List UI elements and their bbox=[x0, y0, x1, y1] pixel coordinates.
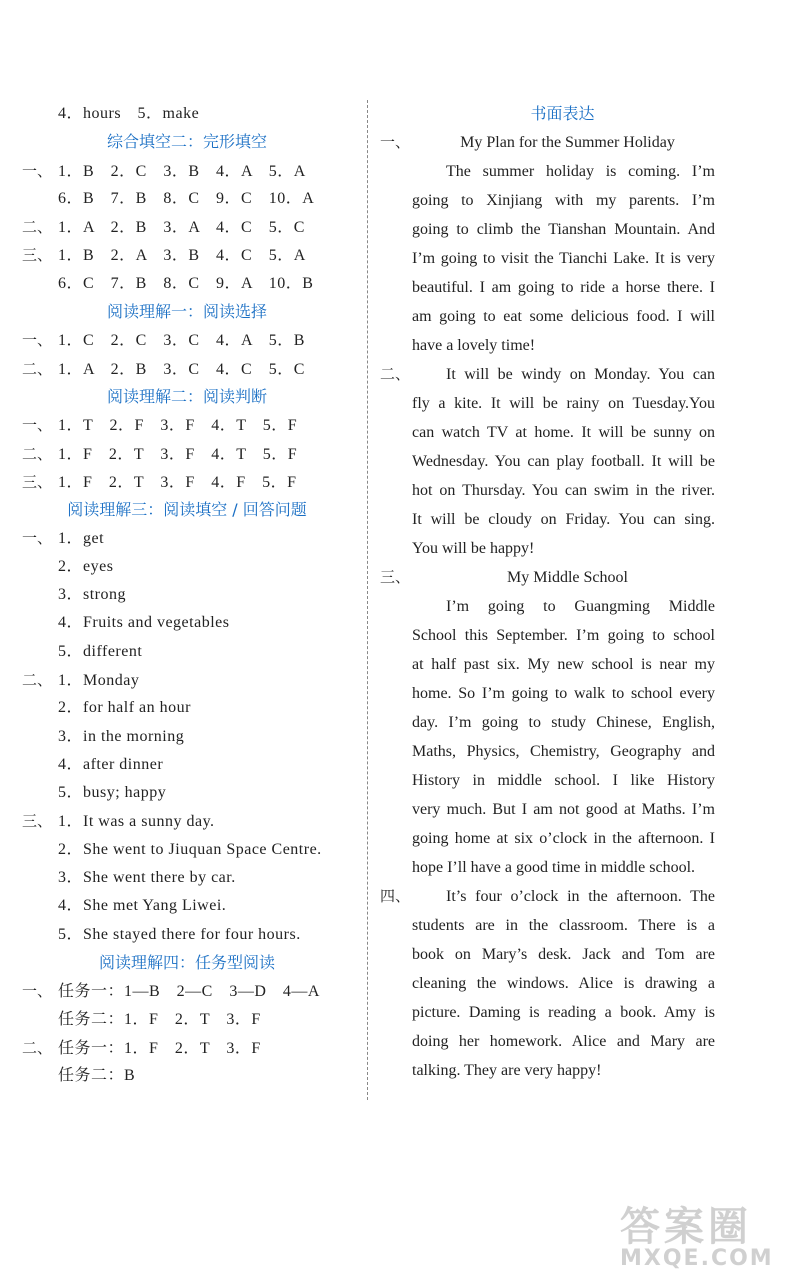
item-number: 二、 bbox=[22, 444, 53, 463]
answer-line bbox=[22, 355, 352, 383]
essay-line: picture. Daming is reading a book. Amy is bbox=[412, 1004, 715, 1022]
answer-text: 1．A 2．B 3．A 4．C 5．C bbox=[58, 219, 305, 237]
essay-line: History in middle school. I like History bbox=[412, 772, 715, 790]
essay-3 bbox=[380, 563, 715, 882]
answer-text: 任务一：1—B 2—C 3—D 4—A bbox=[58, 983, 320, 1001]
answer-text: 2．She went to Jiuquan Space Centre. bbox=[58, 840, 322, 858]
section-answers bbox=[22, 977, 352, 1090]
answer-text: 任务二：B bbox=[58, 1067, 136, 1085]
essay-line: cleaning the windows. Alice is drawing a bbox=[412, 975, 715, 993]
answer-text: 6．B 7．B 8．C 9．C 10．A bbox=[58, 189, 315, 207]
answer-line bbox=[22, 524, 352, 552]
answer-text: 6．C 7．B 8．C 9．A 10．B bbox=[58, 274, 314, 292]
section-answers bbox=[22, 326, 352, 383]
answer-text: 2．for half an hour bbox=[58, 699, 191, 717]
answer-text: 3．She went there by car. bbox=[58, 869, 236, 887]
answer-line bbox=[22, 440, 352, 468]
left-column bbox=[22, 100, 352, 1090]
answer-line bbox=[22, 1034, 352, 1062]
answer-text: 5．different bbox=[58, 642, 143, 660]
item-number: 二、 bbox=[22, 1038, 53, 1057]
answer-line bbox=[22, 157, 352, 185]
item-number: 一、 bbox=[380, 133, 411, 152]
item-number: 三、 bbox=[380, 568, 411, 587]
essay-line: beautiful. I am going to ride a horse there. I bbox=[412, 279, 715, 297]
essay-body bbox=[380, 882, 715, 1085]
item-number: 二、 bbox=[380, 365, 411, 384]
answer-line bbox=[22, 723, 352, 751]
item-number: 二、 bbox=[22, 670, 53, 689]
essay-line: can watch TV at home. It will be sunny on bbox=[412, 424, 715, 442]
section-heading: 阅读理解二：阅读判断 bbox=[106, 386, 267, 406]
item-number: 一、 bbox=[22, 161, 53, 180]
answer-line bbox=[22, 241, 352, 269]
answer-line: 4．hours 5．make bbox=[58, 105, 200, 122]
answer-text: 4．after dinner bbox=[58, 755, 164, 773]
answer-text: 任务二：1．F 2．T 3．F bbox=[58, 1010, 261, 1028]
essay-line: School this September. I’m going to school bbox=[412, 627, 715, 645]
item-number: 一、 bbox=[22, 529, 53, 548]
item-number: 二、 bbox=[22, 218, 53, 237]
answer-line bbox=[22, 638, 352, 666]
answer-text: 3．in the morning bbox=[58, 727, 185, 745]
answer-line bbox=[22, 694, 352, 722]
answer-text: 1．B 2．C 3．B 4．A 5．A bbox=[58, 162, 306, 180]
essay-line: Wednesday. You can play football. It will be bbox=[412, 453, 715, 471]
answer-line bbox=[22, 836, 352, 864]
essay-line: at half past six. My new school is near my bbox=[412, 656, 715, 674]
essay-line: book on Mary’s desk. Jack and Tom are bbox=[412, 946, 715, 964]
answer-text: 4．She met Yang Liwei. bbox=[58, 897, 227, 915]
essay-line: The summer holiday is coming. I’m bbox=[446, 163, 715, 181]
item-number: 三、 bbox=[22, 246, 53, 265]
essay-line: hot on Thursday. You can swim in the river. bbox=[412, 482, 715, 500]
section-heading: 书面表达 bbox=[530, 104, 595, 123]
answer-line bbox=[22, 864, 352, 892]
section-answers bbox=[22, 411, 352, 496]
essay-line: fly a kite. It will be rainy on Tuesday.You bbox=[412, 395, 715, 413]
answer-text: 5．busy; happy bbox=[58, 784, 167, 802]
essay-line: Maths, Physics, Chemistry, Geography and bbox=[412, 743, 715, 761]
section-heading: 阅读理解一：阅读选择 bbox=[106, 302, 267, 322]
essay-line: hope I’ll have a good time in middle school. bbox=[412, 859, 696, 877]
section-heading: 阅读理解三：阅读填空 / 回答问题 bbox=[67, 500, 307, 520]
essay-line: I’m going to Guangming Middle bbox=[446, 598, 715, 616]
answer-text: 5．She stayed there for four hours. bbox=[58, 925, 301, 943]
essay-line: It will be windy on Monday. You can bbox=[446, 366, 715, 384]
item-number: 三、 bbox=[22, 812, 53, 831]
essay-line: talking. They are very happy! bbox=[412, 1062, 602, 1080]
answer-text: 1．B 2．A 3．B 4．C 5．A bbox=[58, 247, 306, 265]
answer-text: 2．eyes bbox=[58, 557, 114, 575]
answer-line bbox=[22, 751, 352, 779]
answer-text: 任务一：1．F 2．T 3．F bbox=[58, 1039, 261, 1057]
answer-line bbox=[22, 921, 352, 949]
answer-line bbox=[22, 779, 352, 807]
column-divider bbox=[367, 100, 368, 1100]
answer-line bbox=[22, 666, 352, 694]
answer-text: 1．It was a sunny day. bbox=[58, 813, 215, 831]
answer-text: 1．Monday bbox=[58, 671, 140, 689]
item-number: 一、 bbox=[22, 416, 53, 435]
essay-line: doing her homework. Alice and Mary are bbox=[412, 1033, 715, 1051]
answer-line bbox=[22, 553, 352, 581]
essay-line: students are in the classroom. There is a bbox=[412, 917, 715, 935]
answer-text: 1．A 2．B 3．C 4．C 5．C bbox=[58, 360, 305, 378]
essay-1 bbox=[380, 128, 715, 360]
essay-line: going home at six o’clock in the afternoon. I bbox=[412, 830, 715, 848]
answer-text: 3．strong bbox=[58, 586, 127, 604]
answer-line bbox=[22, 185, 352, 213]
item-number: 一、 bbox=[22, 982, 53, 1001]
section-heading: 阅读理解四：任务型阅读 bbox=[98, 952, 275, 972]
essay-line: very much. But I am not good at Maths. I’m bbox=[412, 801, 715, 819]
watermark-url: MXQE.COM bbox=[620, 1246, 774, 1271]
essay-2 bbox=[380, 360, 715, 563]
answer-line bbox=[22, 581, 352, 609]
essay-line: I’m going to visit the Tianchi Lake. It is very bbox=[412, 250, 715, 268]
essay-title: My Middle School bbox=[507, 569, 628, 587]
answer-text: 1．C 2．C 3．C 4．A 5．B bbox=[58, 332, 305, 350]
item-number: 三、 bbox=[22, 472, 53, 491]
item-number: 一、 bbox=[22, 331, 53, 350]
answer-line bbox=[22, 807, 352, 835]
site-watermark bbox=[620, 1195, 800, 1275]
section-answers bbox=[22, 524, 352, 948]
essay-line: It will be cloudy on Friday. You can sing. bbox=[412, 511, 715, 529]
answer-line bbox=[22, 326, 352, 354]
item-number: 四、 bbox=[380, 887, 411, 906]
essay-line: You will be happy! bbox=[412, 540, 535, 558]
essay-line: going to climb the Tianshan Mountain. And bbox=[412, 221, 715, 239]
essay-body bbox=[380, 360, 715, 563]
essay-line: home. So I’m going to walk to school every bbox=[412, 685, 715, 703]
essay-line: day. I’m going to study Chinese, English, bbox=[412, 714, 715, 732]
item-number: 二、 bbox=[22, 359, 53, 378]
answer-text: 4．Fruits and vegetables bbox=[58, 614, 230, 632]
answer-line bbox=[22, 892, 352, 920]
watermark-logo: 答案圈 bbox=[620, 1204, 752, 1250]
section-heading: 综合填空二：完形填空 bbox=[106, 132, 267, 152]
answer-line bbox=[22, 213, 352, 241]
answer-line bbox=[22, 468, 352, 496]
essay-line: going to Xinjiang with my parents. I’m bbox=[412, 192, 715, 210]
essay-body bbox=[412, 592, 715, 882]
answer-text: 1．F 2．T 3．F 4．F 5．F bbox=[58, 473, 297, 491]
essay-line: am going to eat some delicious food. I will bbox=[412, 308, 715, 326]
essay-line: have a lovely time! bbox=[412, 337, 536, 355]
section-answers bbox=[22, 157, 352, 298]
essay-title: My Plan for the Summer Holiday bbox=[460, 134, 675, 152]
essay-4 bbox=[380, 882, 715, 1085]
right-column bbox=[380, 100, 715, 1085]
answer-line bbox=[22, 411, 352, 439]
answer-line bbox=[22, 270, 352, 298]
answer-text: 1．get bbox=[58, 530, 105, 548]
answer-line bbox=[22, 1006, 352, 1034]
answer-line bbox=[22, 977, 352, 1005]
answer-text: 1．T 2．F 3．F 4．T 5．F bbox=[58, 417, 298, 435]
answer-line bbox=[22, 609, 352, 637]
answer-text: 1．F 2．T 3．F 4．T 5．F bbox=[58, 445, 298, 463]
essay-body bbox=[412, 157, 715, 360]
essay-line: It’s four o’clock in the afternoon. The bbox=[446, 888, 715, 906]
answer-line bbox=[22, 1062, 352, 1090]
